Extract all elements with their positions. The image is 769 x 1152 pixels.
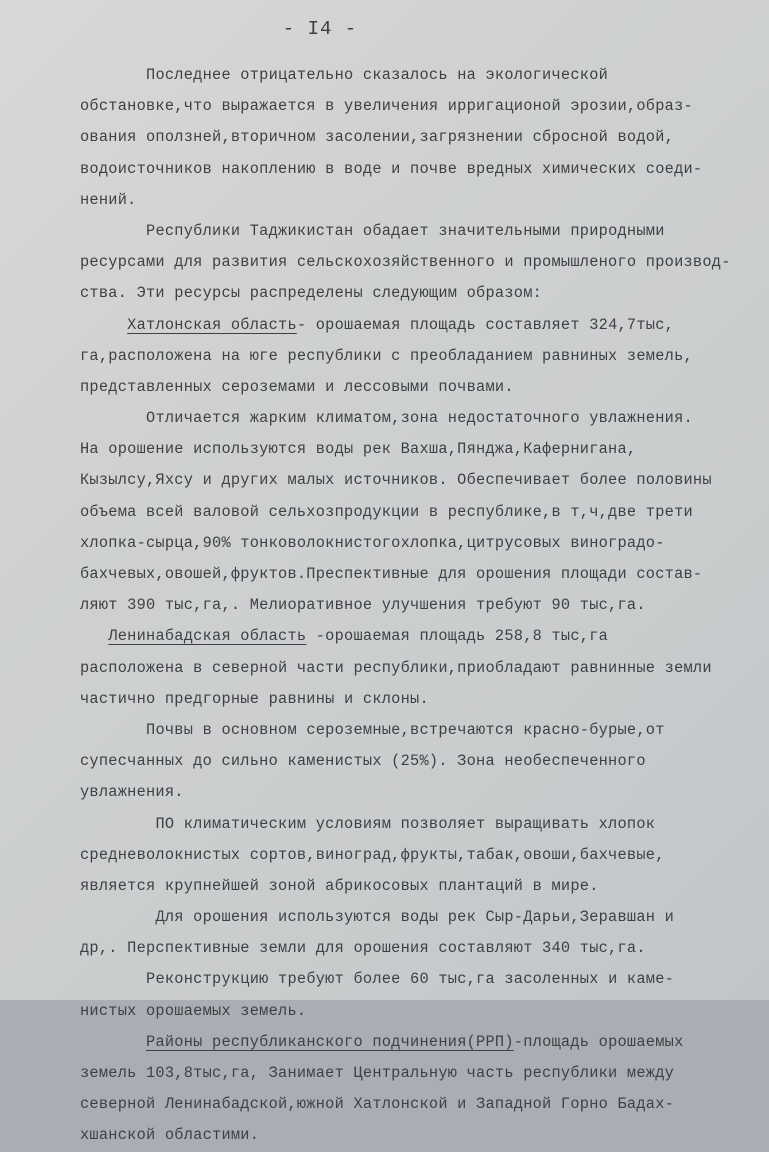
line-text: нений. [80,190,137,209]
text-line [80,621,760,652]
text-line [80,341,760,372]
line-text: супесчанных до сильно каменистых (25%). Зона необеспеченного [80,752,646,771]
line-text: расположена в северной части республики,приобладают равнинные земли [80,658,712,677]
line-text: северной Ленинабадской,южной Хатлонской и Западной Горно Бадах- [80,1095,675,1114]
line-text: На орошение используются воды рек Вахша,Пянджа,Кафернигана, [80,440,637,459]
text-line [80,933,760,964]
text-line [80,122,760,153]
text-line [80,1027,760,1058]
line-text: ства. Эти ресурсы распределены следующим образом: [80,284,543,303]
text-line [80,559,760,590]
text-line [80,746,760,777]
document-body [80,60,760,1152]
text-line [80,964,760,995]
line-text: частично предгорные равнины и склоны. [80,689,429,708]
text-line [80,403,760,434]
text-line [80,60,760,91]
text-line [80,684,760,715]
underlined-heading: Ленинабадская область [108,627,307,646]
text-line [80,715,760,746]
text-line [80,777,760,808]
line-text: хлопка-сырца,90% тонковолокнистогохлопка,цитрусовых виноградо- [80,533,665,552]
text-line [80,902,760,933]
text-line [80,590,760,621]
text-line [80,1089,760,1120]
line-text: увлажнения. [80,783,184,802]
text-line [80,996,760,1027]
text-line [80,465,760,496]
line-text: -орошаемая площадь 258,8 тыс,га [306,627,609,646]
text-line [80,154,760,185]
line-text: обстановке,что выражается в увеличения ирригационой эрозии,образ- [80,97,693,116]
underlined-heading: Хатлонская область [127,315,297,334]
text-line [80,216,760,247]
text-line [80,653,760,684]
line-text: Для орошения используются воды рек Сыр-Дарьи,Зеравшан и [155,908,675,927]
text-line [80,1058,760,1089]
line-text: Почвы в основном сероземные,встречаются красно-бурые,от [146,720,665,739]
line-text: Отличается жарким климатом,зона недостаточного увлажнения. [146,409,693,428]
text-line [80,372,760,403]
line-text: земель 103,8тыс,га, Занимает Центральную часть республики между [80,1064,675,1082]
line-text: представленных сероземами и лессовыми почвами. [80,377,514,396]
line-text: бахчевых,овошей,фруктов.Преспективные для орошения площади состав- [80,565,703,583]
underlined-heading: Районы республиканского подчинения(РРП) [146,1032,514,1051]
line-text: - орошаемая площадь составляет 324,7тыс, [296,315,675,334]
line-text: др,. Перспективные земли для орошения составляют 340 тыс,га. [80,939,646,958]
line-text: ования оползней,вторичном засолении,загрязнении сбросной водой, [80,128,675,147]
text-line [80,434,760,465]
text-line [80,1120,760,1151]
text-line [80,528,760,559]
text-line [80,840,760,871]
line-text: ляют 390 тыс,га,. Мелиоративное улучшения требуют 90 тыс,га. [80,596,646,615]
text-line [80,871,760,902]
line-text: ресурсами для развития сельскохозяйственного и промышленого производ- [80,253,731,272]
line-text: Кызылсу,Яхсу и других малых источников. Обеспечивает более половины [80,471,712,490]
text-line [80,497,760,528]
text-line [80,809,760,840]
line-text: Реконструкцию требуют более 60 тыс,га засоленных и камe- [146,970,675,989]
line-text: хшанской областими. [80,1126,260,1145]
text-line [80,185,760,216]
text-line [80,91,760,122]
line-text: ПО климатическим условиям позволяет выращивать хлопок [155,814,656,833]
text-line [80,247,760,278]
text-line [80,278,760,309]
text-line [80,310,760,341]
line-text: водоисточников накоплению в воде и почве вредных химических соеди- [80,159,703,178]
line-text: Республики Таджикистан обадает значительными природными [146,221,665,240]
line-text: нистых орошаемых земель. [80,1001,307,1020]
line-text: является крупнейшей зоной абрикосовых плантаций в мире. [80,876,599,895]
line-text: объема всей валовой сельхозпродукции в республике,в т,ч,две трети [80,502,693,521]
line-text: средневолокнистых сортов,виноград,фрукты,табак,овоши,бахчевые, [80,845,665,864]
line-text: Последнее отрицательно сказалось на экологической [146,66,609,84]
line-text: га,расположена на юге республики с преобладанием равниных земель, [80,346,693,365]
page-number: - I4 - [282,18,358,40]
line-text: -площадь орошаемых [513,1032,684,1051]
